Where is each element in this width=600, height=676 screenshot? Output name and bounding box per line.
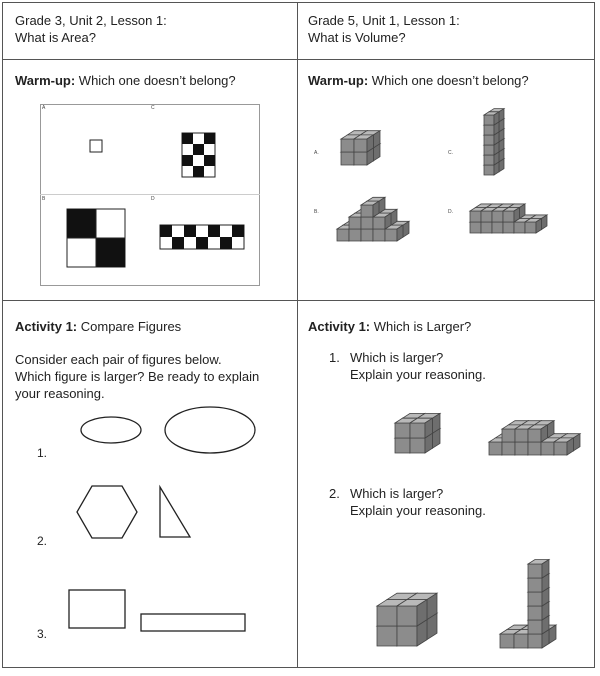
- right-header-line1: Grade 5, Unit 1, Lesson 1:: [308, 13, 460, 28]
- right-activity-text: Which is Larger?: [370, 319, 472, 334]
- left-warmup-bold: Warm-up:: [15, 73, 76, 88]
- question-1-line2: Explain your reasoning.: [350, 367, 486, 382]
- volume-label-a: A.: [314, 150, 319, 156]
- question-1: [329, 349, 486, 383]
- left-activity-text: Compare Figures: [77, 319, 182, 334]
- question-1-line1: Which is larger?: [350, 350, 444, 365]
- area-label-a: A: [42, 105, 46, 111]
- rectangle: [69, 590, 125, 628]
- compare-shapes: [3, 3, 600, 676]
- right-header-line2: What is Volume?: [308, 30, 406, 45]
- triangle: [160, 487, 190, 537]
- left-prompt-line1: Consider each pair of figures below.: [15, 352, 222, 367]
- left-prompt-line2: Which figure is larger? Be ready to explain: [15, 369, 260, 384]
- question-2-line2: Explain your reasoning.: [350, 503, 486, 518]
- volume-label-b: B.: [314, 209, 319, 215]
- volume-label-d: D.: [448, 209, 453, 215]
- long-rectangle: [141, 614, 245, 631]
- question-2: [329, 485, 486, 519]
- area-label-b: B: [42, 196, 46, 202]
- item-number-2: 2.: [37, 534, 48, 548]
- volume-label-c: C.: [448, 150, 453, 156]
- right-warmup-text: Which one doesn’t belong?: [368, 73, 529, 88]
- right-activity-bold: Activity 1:: [308, 319, 371, 334]
- left-warmup-text: Which one doesn’t belong?: [75, 73, 236, 88]
- item-number-3: 3.: [37, 627, 48, 641]
- question-2-line1: Which is larger?: [350, 486, 444, 501]
- comparison-table: [2, 2, 595, 668]
- left-activity-bold: Activity 1:: [15, 319, 78, 334]
- area-label-d: D: [151, 196, 155, 202]
- item-number-1: 1.: [37, 446, 48, 460]
- left-prompt-line3: your reasoning.: [15, 386, 105, 401]
- small-ellipse: [81, 417, 141, 443]
- left-header-line2: What is Area?: [15, 30, 96, 45]
- right-warmup-bold: Warm-up:: [308, 73, 369, 88]
- area-label-c: C: [151, 105, 155, 111]
- large-ellipse: [165, 407, 255, 453]
- question-1-number: 1.: [329, 350, 340, 365]
- left-header-line1: Grade 3, Unit 2, Lesson 1:: [15, 13, 167, 28]
- hexagon: [77, 486, 137, 538]
- question-2-number: 2.: [329, 486, 340, 501]
